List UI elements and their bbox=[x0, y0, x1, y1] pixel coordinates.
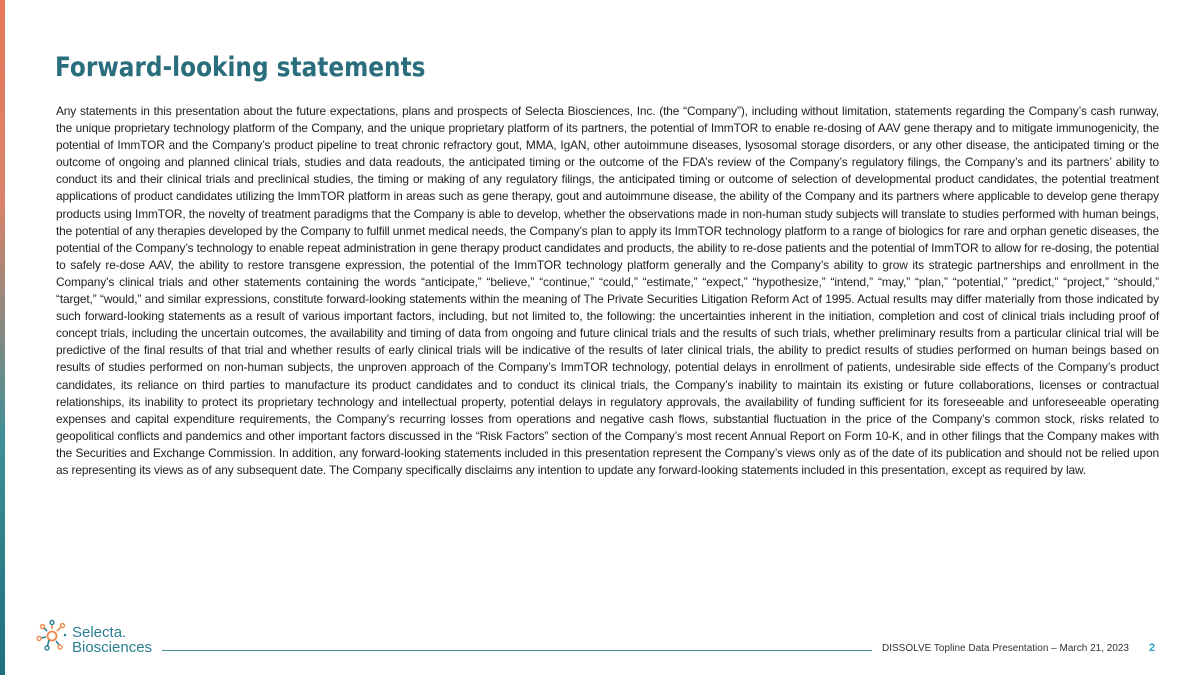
logo-wordmark-biosciences: Biosciences bbox=[72, 639, 153, 656]
footer-divider bbox=[162, 650, 872, 651]
logo-wordmark-selecta: Selecta. bbox=[72, 624, 127, 641]
left-accent-bar bbox=[0, 0, 5, 675]
forward-looking-statement-text: Any statements in this presentation about the future expectations, plans and prospects of Selecta Biosciences, Inc. (the “Company”), including without limitation, statements regarding the Company’s cash runway, the unique proprietary technology platform of the Company, and the unique proprietary platform of its partners, the potential of ImmTOR to enable re-dosing of AAV gene therapy and to mitigate immunogenicity, the potential of ImmTOR and the Company’s product pipeline to treat chronic refractory gout, MMA, IgAN, other autoimmune diseases, lysosomal storage disorders, or any other disease, the anticipated timing or the outcome of ongoing and planned clinical trials, studies and data readouts, the anticipated timing or the outcome of the FDA’s review of the Company’s regulatory filings, the Company’s and its partners’ ability to conduct its and their clinical trials and preclinical studies, the timing or making of any regulatory filings, the anticipated timing or outcome of selection of developmental product candidates, the potential treatment applications of product candidates utilizing the ImmTOR platform in areas such as gene therapy, gout and autoimmune disease, the ability of the Company and its partners where applicable to develop gene therapy products using ImmTOR, the novelty of treatment paradigms that the Company is able to develop, whether the observations made in non-human study subjects will translate to studies performed with human beings, the potential of any therapies developed by the Company to fulfill unmet medical needs, the Company’s plan to apply its ImmTOR technology platform to a range of biologics for rare and orphan genetic diseases, the potential of the Company’s technology to enable repeat administration in gene therapy product candidates and products, the ability to re-dose patients and the potential of ImmTOR to allow for re-dosing, the potential to safely re-dose AAV, the ability to restore transgene expression, the potential of the ImmTOR technology platform generally and the Company’s ability to grow its strategic partnerships and enrollment in the Company’s clinical trials and other statements containing the words “anticipate,” “believe,” “continue,” “could,” “estimate,” “expect,” “hypothesize,” “intend,” “may,” “plan,” “potential,” “predict,” “project,” “should,” “target,” “would,” and similar expressions, constitute forward-looking statements within the meaning of The Private Securities Litigation Reform Act of 1995. Actual results may differ materially from those indicated by such forward-looking statements as a result of various important factors, including, but not limited to, the following: the uncertainties inherent in the initiation, completion and cost of clinical trials including proof of concept trials, including the uncertain outcomes, the availability and timing of data from ongoing and future clinical trials and the results of such trials, whether preliminary results from a particular clinical trial will be predictive of the final results of that trial and whether results of early clinical trials will be indicative of the results of later clinical trials, the ability to predict results of studies performed on human beings based on results of studies performed on non-human subjects, the unproven approach of the Company’s ImmTOR technology, potential delays in enrollment of patients, undesirable side effects of the Company’s product candidates, its reliance on third parties to manufacture its product candidates and to conduct its clinical trials, the Company’s inability to maintain its existing or future collaborations, licenses or contractual relationships, its inability to protect its proprietary technology and intellectual property, potential delays in regulatory approvals, the availability of funding sufficient for its foreseeable and unforeseeable operating expenses and capital expenditure requirements, the Company’s recurring losses from operations and negative cash flows, substantial fluctuation in the price of the Company’s common stock, risks related to geopolitical conflicts and pandemics and other important factors discussed in the “Risk Factors” section of the Company’s most recent Annual Report on Form 10-K, and in other filings that the Company makes with the Securities and Exchange Commission. In addition, any forward-looking statements included in this presentation represent the Company’s views only as of the date of its publication and should not be relied upon as representing its views as of any subsequent date. The Company specifically disclaims any intention to update any forward-looking statements included in this presentation, except as required by law. bbox=[56, 104, 1159, 477]
selecta-logo bbox=[35, 618, 160, 658]
page-title: Forward-looking statements bbox=[55, 52, 426, 83]
selecta-logo-mark-icon bbox=[35, 618, 69, 658]
footer-presentation-label: DISSOLVE Topline Data Presentation – March 21, 2023 bbox=[882, 643, 1129, 654]
page-number: 2 bbox=[1149, 642, 1156, 654]
